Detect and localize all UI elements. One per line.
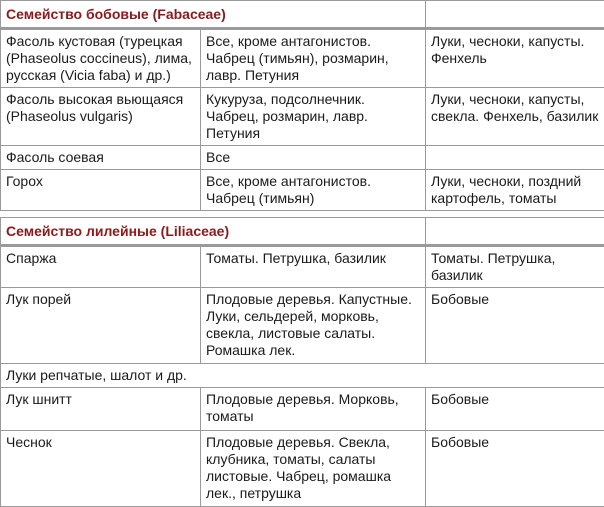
- plant-cell: Фасоль высокая вьющаяся (Phaseolus vulgaris): [1, 88, 201, 146]
- good-neighbors-cell: Кукуруза, подсолнечник. Чабрец, розмарин, лавр. Петуния: [201, 88, 426, 146]
- table-row: [1, 288, 604, 364]
- bad-neighbors-cell: Бобовые: [426, 288, 604, 364]
- plant-cell: Спаржа: [1, 246, 201, 288]
- section-header-empty-cell: [426, 1, 604, 29]
- table-row: [1, 146, 604, 170]
- plant-cell: Лук шнитт: [1, 388, 201, 431]
- section-header-fabaceae: [1, 1, 604, 29]
- section-title-cell: [1, 218, 426, 246]
- bad-neighbors-cell: [426, 146, 604, 170]
- bad-neighbors-cell: Луки, чесноки, капусты, свекла. Фенхель, базилик: [426, 88, 604, 146]
- plant-cell: Фасоль соевая: [1, 146, 201, 170]
- table-row: [1, 431, 604, 507]
- bad-neighbors-cell: Луки, чесноки, поздний картофель, томаты: [426, 170, 604, 211]
- good-neighbors-cell: Все: [201, 146, 426, 170]
- table-row: [1, 364, 604, 388]
- good-neighbors-cell: Все, кроме антагонистов. Чабрец (тимьян): [201, 170, 426, 211]
- bad-neighbors-cell: Томаты. Петрушка, базилик: [426, 246, 604, 288]
- bad-neighbors-cell: Бобовые: [426, 388, 604, 431]
- section-title: Семейство бобовые (Fabaceae): [6, 6, 226, 22]
- section-title-cell: [1, 1, 426, 29]
- section-header-empty-cell: [426, 218, 604, 246]
- plant-cell: Чеснок: [1, 431, 201, 507]
- table-row: [1, 246, 604, 288]
- table-row: [1, 170, 604, 211]
- good-neighbors-cell: Томаты. Петрушка, базилик: [201, 246, 426, 288]
- plant-cell: Лук порей: [1, 288, 201, 364]
- plant-cell: Луки репчатые, шалот и др.: [1, 364, 604, 388]
- good-neighbors-cell: Плодовые деревья. Морковь, томаты: [201, 388, 426, 431]
- section-header-liliaceae: [1, 218, 604, 246]
- good-neighbors-cell: Плодовые деревья. Капустные. Луки, сельдерей, морковь, свекла, листовые салаты. Ромашка лек.: [201, 288, 426, 364]
- plant-cell: Горох: [1, 170, 201, 211]
- section-spacer: [1, 211, 604, 218]
- table-row: [1, 388, 604, 431]
- table-row: [1, 88, 604, 146]
- table-row: [1, 29, 604, 88]
- good-neighbors-cell: Все, кроме антагонистов. Чабрец (тимьян), розмарин, лавр. Петуния: [201, 29, 426, 88]
- bad-neighbors-cell: Луки, чесноки, капусты. Фенхель: [426, 29, 604, 88]
- bad-neighbors-cell: Бобовые: [426, 431, 604, 507]
- good-neighbors-cell: Плодовые деревья. Свекла, клубника, томаты, салаты листовые. Чабрец, ромашка лек., петрушка: [201, 431, 426, 507]
- section-title: Семейство лилейные (Liliaceae): [6, 223, 229, 239]
- plant-cell: Фасоль кустовая (турецкая (Phaseolus coccineus), лима, русская (Vicia faba) и др.): [1, 29, 201, 88]
